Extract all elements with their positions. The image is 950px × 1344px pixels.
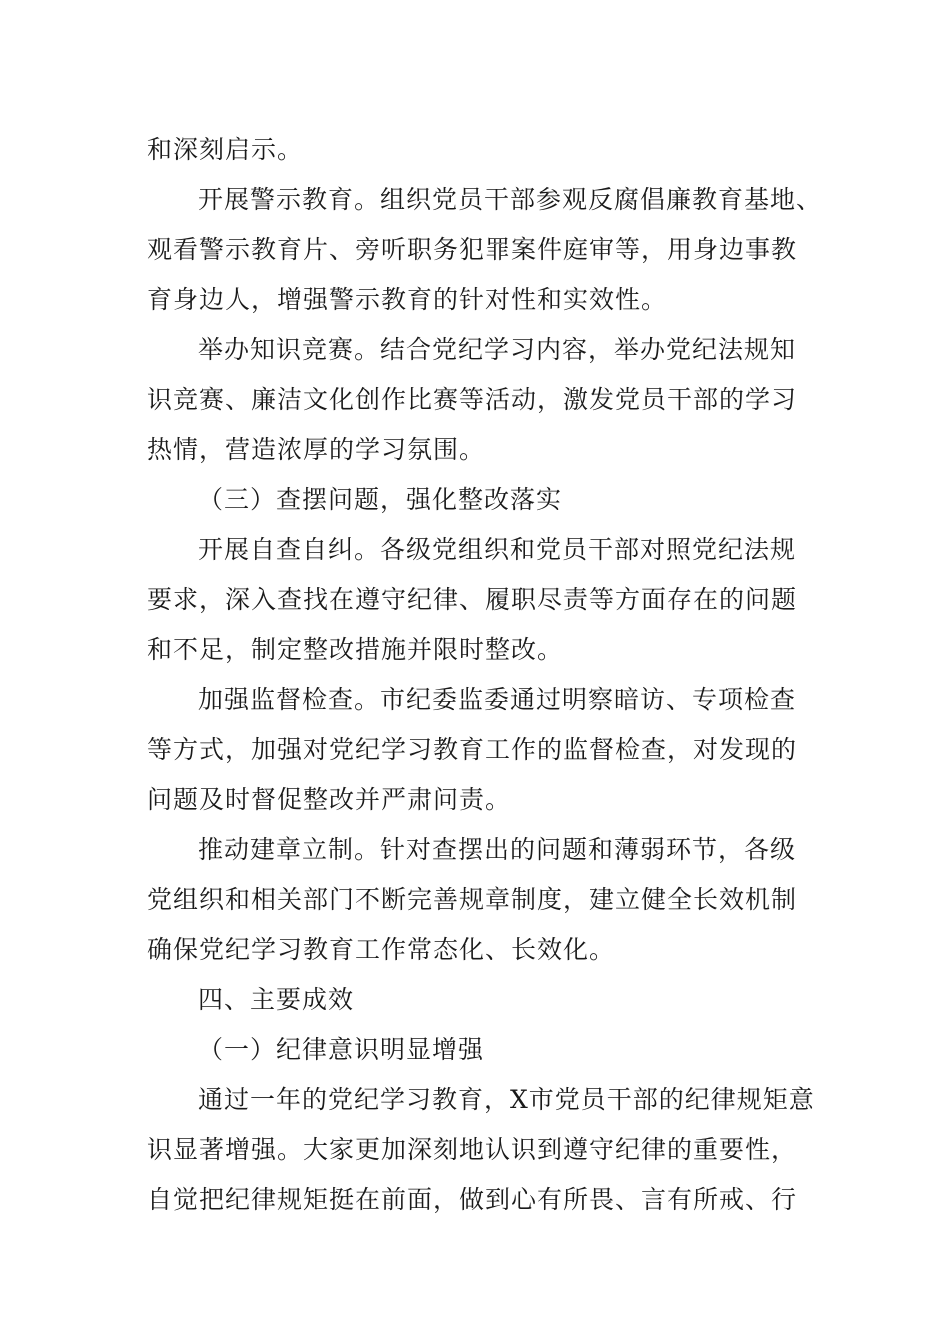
section-heading: （三）查摆问题，强化整改落实 (198, 485, 563, 514)
text-line: 识竞赛、廉洁文化创作比赛等活动，激发党员干部的学习 (147, 385, 798, 414)
text-line: 问题及时督促整改并严肃问责。 (147, 785, 512, 814)
text-line: 和不足，制定整改措施并限时整改。 (147, 635, 564, 664)
text-line: 加强监督检查。市纪委监委通过明察暗访、专项检查 (198, 685, 797, 714)
text-line: 举办知识竞赛。结合党纪学习内容，举办党纪法规知 (198, 335, 797, 364)
subsection-heading: （一）纪律意识明显增强 (198, 1035, 485, 1064)
text-line: 等方式，加强对党纪学习教育工作的监督检查，对发现的 (147, 735, 798, 764)
text-line: 党组织和相关部门不断完善规章制度，建立健全长效机制 (147, 885, 798, 914)
text-line: 和深刻启示。 (147, 135, 304, 164)
text-line: 观看警示教育片、旁听职务犯罪案件庭审等，用身边事教 (147, 235, 798, 264)
text-line: 开展自查自纠。各级党组织和党员干部对照党纪法规 (198, 535, 797, 564)
text-line: 要求，深入查找在遵守纪律、履职尽责等方面存在的问题 (147, 585, 798, 614)
section-heading: 四、主要成效 (198, 985, 355, 1014)
text-line: 开展警示教育。组织党员干部参观反腐倡廉教育基地、 (198, 185, 823, 214)
text-line: 确保党纪学习教育工作常态化、长效化。 (147, 935, 616, 964)
text-line: 识显著增强。大家更加深刻地认识到遵守纪律的重要性， (147, 1135, 798, 1164)
text-line: 自觉把纪律规矩挺在前面，做到心有所畏、言有所戒、行 (147, 1185, 798, 1214)
text-line: 通过一年的党纪学习教育，X市党员干部的纪律规矩意 (198, 1085, 815, 1114)
text-line: 推动建章立制。针对查摆出的问题和薄弱环节，各级 (198, 835, 797, 864)
text-line: 育身边人，增强警示教育的针对性和实效性。 (147, 285, 668, 314)
text-line: 热情，营造浓厚的学习氛围。 (147, 435, 486, 464)
